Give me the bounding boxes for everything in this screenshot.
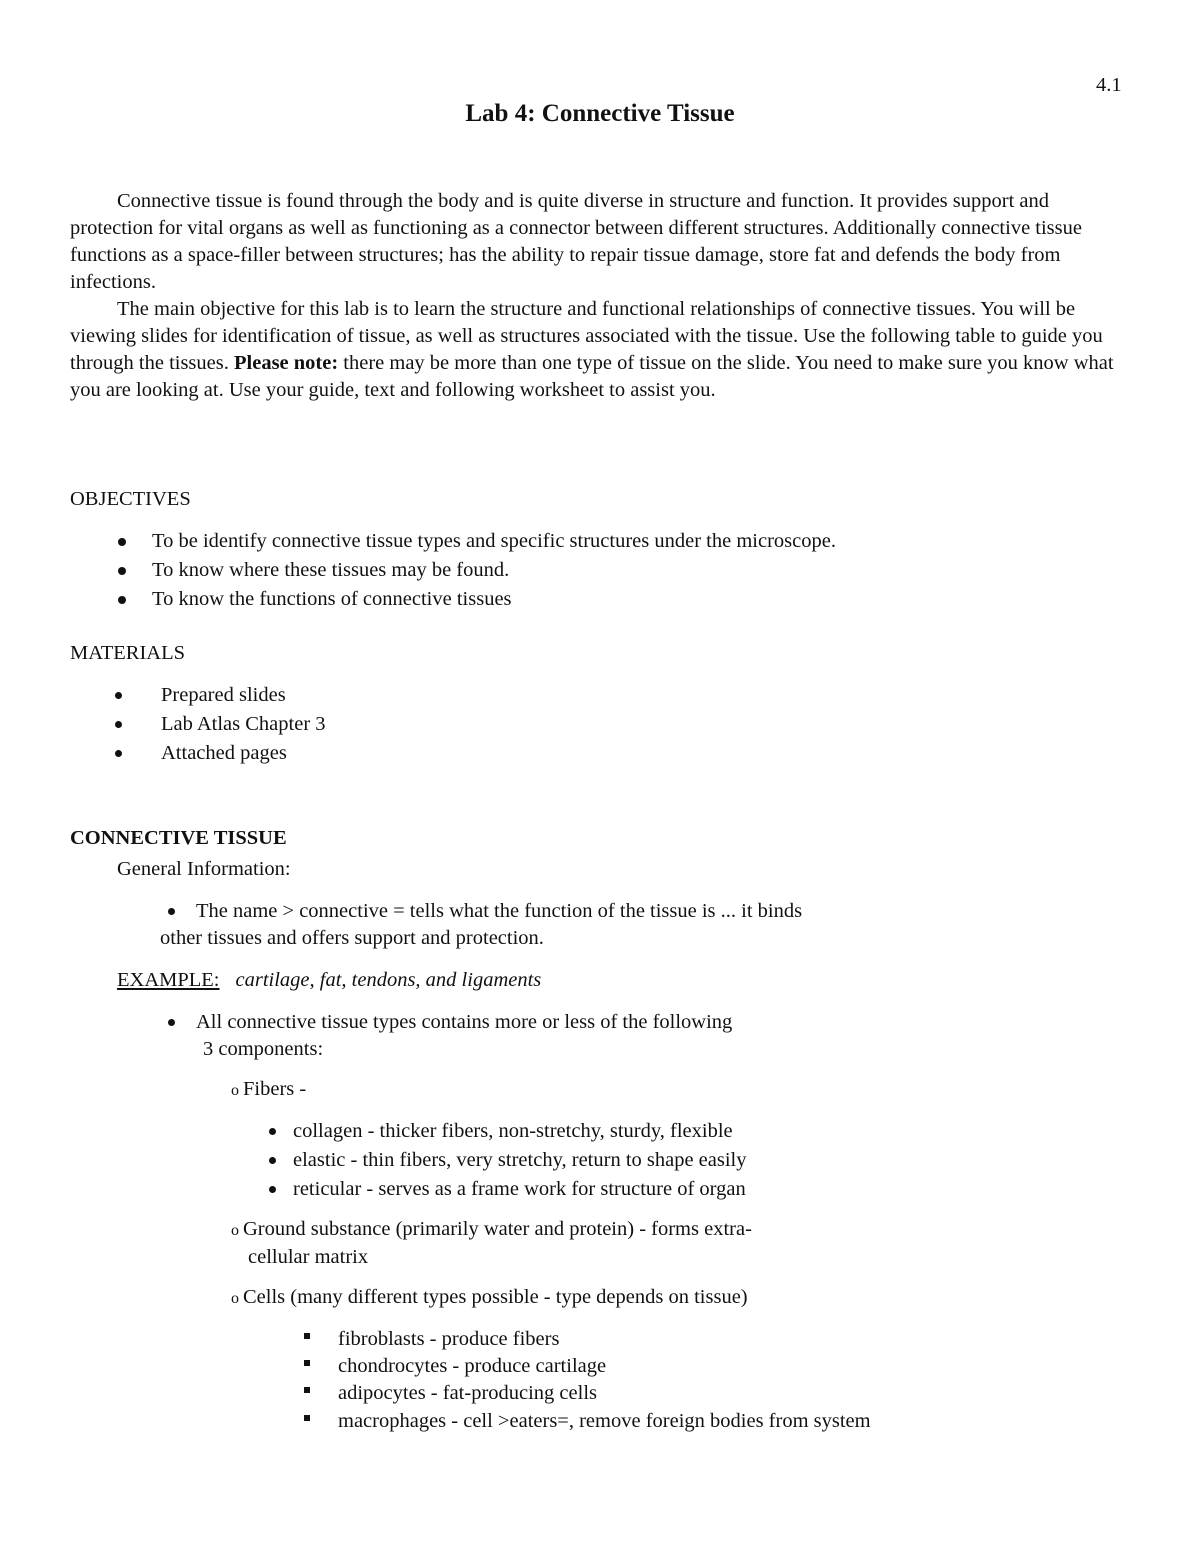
example-text: cartilage, fat, tendons, and ligaments bbox=[235, 969, 542, 991]
objective-item: To know the functions of connective tissues bbox=[118, 586, 836, 615]
cell-item: macrophages - cell >eaters=, remove foreign bodies from system bbox=[304, 1408, 871, 1435]
fibers-list bbox=[269, 1118, 747, 1205]
square-bullet-icon bbox=[304, 1415, 310, 1421]
bullet-icon bbox=[168, 908, 175, 915]
example-line bbox=[117, 967, 541, 994]
document-title: Lab 4: Connective Tissue bbox=[465, 100, 735, 127]
all-line-2: 3 components: bbox=[203, 1038, 324, 1060]
connective-tissue-heading: CONNECTIVE TISSUE bbox=[70, 827, 287, 849]
objective-item: To be identify connective tissue types and specific structures under the microscope. bbox=[118, 528, 836, 557]
cell-item: fibroblasts - produce fibers bbox=[304, 1326, 871, 1353]
materials-list bbox=[115, 682, 326, 769]
material-item: Prepared slides bbox=[115, 682, 326, 711]
square-bullet-icon bbox=[304, 1360, 310, 1366]
intro-p2-text-a: The main objective for this lab is to learn the structure and functional relationships of connective tissues. You will be viewing slides for identification of tissue, as well as structures associated with the tissue. Use the following table to guide you through the tissues. bbox=[70, 298, 1103, 374]
bullet-icon bbox=[168, 1019, 175, 1026]
cells-label: Cells (many different types possible - type depends on tissue) bbox=[243, 1286, 748, 1308]
bullet-icon bbox=[115, 750, 122, 757]
ground-substance-item bbox=[231, 1216, 752, 1244]
square-bullet-icon bbox=[304, 1387, 310, 1393]
material-item: Lab Atlas Chapter 3 bbox=[115, 711, 326, 740]
ground-line-1: Ground substance (primarily water and protein) - forms extra- bbox=[243, 1218, 752, 1240]
circle-bullet-icon: o bbox=[231, 1222, 239, 1239]
intro-p2-text-b: there may be more than one type of tissue on the slide. You need to make sure you know what you are looking at. Use your guide, text and following worksheet to assist you. bbox=[70, 352, 1114, 401]
bullet-icon bbox=[115, 721, 122, 728]
bullet-icon bbox=[118, 538, 126, 546]
material-item: Attached pages bbox=[115, 740, 326, 769]
cells-list bbox=[304, 1326, 871, 1435]
please-note-label: Please note: bbox=[234, 352, 339, 374]
objectives-heading: OBJECTIVES bbox=[70, 488, 191, 510]
materials-heading: MATERIALS bbox=[70, 642, 186, 664]
page-number: 4.1 bbox=[1096, 74, 1122, 96]
cell-item: chondrocytes - produce cartilage bbox=[304, 1353, 871, 1380]
square-bullet-icon bbox=[304, 1333, 310, 1339]
all-line-1: All connective tissue types contains more or less of the following bbox=[196, 1011, 733, 1033]
circle-bullet-icon: o bbox=[231, 1290, 239, 1307]
bullet-icon bbox=[269, 1186, 276, 1193]
ground-line-2: cellular matrix bbox=[248, 1246, 369, 1268]
intro-section bbox=[70, 188, 1132, 404]
fiber-item: reticular - serves as a frame work for structure of organ bbox=[269, 1176, 747, 1205]
fiber-item: elastic - thin fibers, very stretchy, return to shape easily bbox=[269, 1147, 747, 1176]
bullet-icon bbox=[269, 1157, 276, 1164]
cell-item: adipocytes - fat-producing cells bbox=[304, 1380, 871, 1408]
bullet-icon bbox=[115, 692, 122, 699]
intro-paragraph-1: Connective tissue is found through the body and is quite diverse in structure and function. It provides support and protection for vital organs as well as functioning as a connector between different structures. Additionally connective tissue functions as a space-filler between structures; has the ability to repair tissue damage, store fat and defends the body from infections. bbox=[70, 190, 1082, 293]
bullet-icon bbox=[269, 1128, 276, 1135]
intro-paragraph-2 bbox=[70, 296, 1132, 404]
general-information-label: General Information: bbox=[117, 858, 291, 880]
fiber-item: collagen - thicker fibers, non-stretchy, sturdy, flexible bbox=[269, 1118, 747, 1147]
fibers-label: Fibers - bbox=[243, 1078, 307, 1100]
objective-item: To know where these tissues may be found. bbox=[118, 557, 836, 586]
bullet-icon bbox=[118, 596, 126, 604]
circle-bullet-icon: o bbox=[231, 1082, 239, 1099]
name-line-1: The name > connective = tells what the function of the tissue is ... it binds bbox=[196, 900, 803, 922]
example-label: EXAMPLE: bbox=[117, 969, 220, 991]
fibers-item bbox=[231, 1076, 306, 1104]
cells-item bbox=[231, 1284, 748, 1312]
objectives-list bbox=[118, 528, 836, 615]
bullet-icon bbox=[118, 567, 126, 575]
name-line-2: other tissues and offers support and protection. bbox=[160, 927, 544, 949]
